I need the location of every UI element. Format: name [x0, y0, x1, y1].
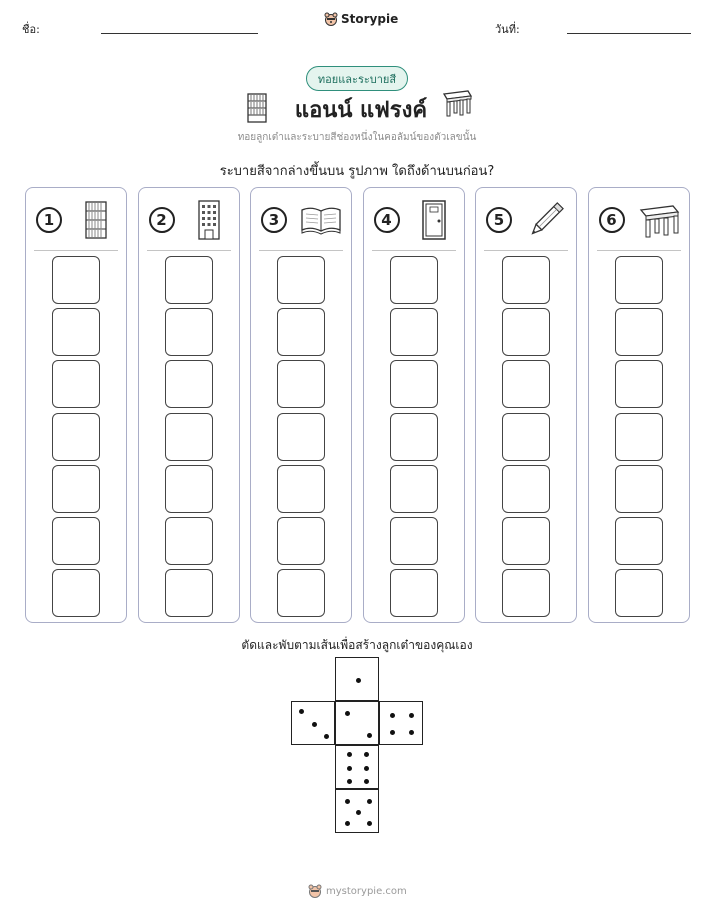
die-pip — [345, 799, 350, 804]
storypie-mascot-icon — [308, 884, 322, 898]
pencil-icon — [524, 198, 568, 242]
name-line[interactable] — [101, 33, 258, 34]
die-face-5 — [335, 789, 379, 833]
activity-tag: ทอยและระบายสี — [306, 66, 408, 91]
die-pip — [345, 711, 350, 716]
die-pip — [345, 821, 350, 826]
brand-name: Storypie — [341, 12, 399, 26]
color-cell[interactable] — [165, 308, 213, 356]
color-cell[interactable] — [502, 360, 550, 408]
color-cell[interactable] — [52, 360, 100, 408]
die-pip — [364, 766, 369, 771]
die-face-4 — [379, 701, 423, 745]
column-1 — [25, 187, 127, 623]
column-5 — [475, 187, 577, 623]
column-number: 3 — [261, 207, 287, 233]
question: ระบายสีจากล่างขึ้นบน รูปภาพ ใดถึงด้านบนก่อน? — [219, 164, 495, 179]
color-cell[interactable] — [502, 569, 550, 617]
color-cell[interactable] — [165, 517, 213, 565]
color-cell[interactable] — [52, 256, 100, 304]
color-cell[interactable] — [390, 465, 438, 513]
color-cell[interactable] — [165, 360, 213, 408]
color-cell[interactable] — [390, 360, 438, 408]
color-cell[interactable] — [165, 465, 213, 513]
column-6 — [588, 187, 690, 623]
color-cell[interactable] — [165, 569, 213, 617]
color-cell[interactable] — [502, 413, 550, 461]
column-number: 4 — [374, 207, 400, 233]
color-cell[interactable] — [615, 256, 663, 304]
column-divider — [34, 250, 118, 251]
column-number: 6 — [599, 207, 625, 233]
color-cell[interactable] — [615, 465, 663, 513]
footer-url: mystorypie.com — [326, 885, 407, 897]
column-header — [139, 188, 239, 250]
die-pip — [390, 730, 395, 735]
date-label: วันที่: — [495, 23, 520, 36]
bookshelf-icon — [74, 198, 118, 242]
column-divider — [597, 250, 681, 251]
color-cell[interactable] — [390, 413, 438, 461]
subtitle: ทอยลูกเต๋าและระบายสีช่องหนึ่งในคอลัมน์ของตัวเลขนั้น — [237, 132, 477, 143]
color-cell[interactable] — [277, 413, 325, 461]
bookshelf-icon — [246, 93, 268, 123]
column-number: 2 — [149, 207, 175, 233]
color-cell[interactable] — [52, 465, 100, 513]
color-cell[interactable] — [165, 413, 213, 461]
name-label: ชื่อ: — [22, 23, 40, 36]
color-cell[interactable] — [615, 517, 663, 565]
color-cell[interactable] — [502, 308, 550, 356]
color-cell[interactable] — [615, 308, 663, 356]
die-pip — [390, 713, 395, 718]
die-face-6 — [335, 745, 379, 789]
color-cell[interactable] — [390, 517, 438, 565]
die-pip — [312, 722, 317, 727]
die-pip — [347, 766, 352, 771]
color-cell[interactable] — [52, 413, 100, 461]
die-pip — [364, 752, 369, 757]
die-pip — [324, 734, 329, 739]
stool-icon — [637, 198, 681, 242]
column-divider — [259, 250, 343, 251]
color-cell[interactable] — [52, 308, 100, 356]
color-cell[interactable] — [615, 569, 663, 617]
die-pip — [409, 713, 414, 718]
die-face-1 — [335, 657, 379, 701]
column-divider — [372, 250, 456, 251]
color-cell[interactable] — [52, 569, 100, 617]
column-3 — [250, 187, 352, 623]
stool-icon — [441, 90, 473, 120]
color-cell[interactable] — [502, 256, 550, 304]
date-line[interactable] — [567, 33, 691, 34]
color-cell[interactable] — [390, 569, 438, 617]
die-pip — [356, 810, 361, 815]
color-cell[interactable] — [277, 308, 325, 356]
door-icon — [412, 198, 456, 242]
die-pip — [347, 752, 352, 757]
die-pip — [364, 779, 369, 784]
die-pip — [356, 678, 361, 683]
color-cell[interactable] — [502, 517, 550, 565]
die-pip — [367, 733, 372, 738]
column-2 — [138, 187, 240, 623]
storypie-mascot-icon — [324, 12, 338, 26]
building-icon — [187, 198, 231, 242]
column-divider — [147, 250, 231, 251]
column-header — [364, 188, 464, 250]
footer — [308, 884, 407, 898]
die-face-2 — [335, 701, 379, 745]
column-header — [26, 188, 126, 250]
column-4 — [363, 187, 465, 623]
die-pip — [299, 709, 304, 714]
column-divider — [484, 250, 568, 251]
color-cell[interactable] — [277, 465, 325, 513]
die-pip — [409, 730, 414, 735]
color-cell[interactable] — [277, 569, 325, 617]
color-cell[interactable] — [502, 465, 550, 513]
brand-logo — [324, 12, 398, 26]
color-cell[interactable] — [390, 308, 438, 356]
color-cell[interactable] — [52, 517, 100, 565]
column-header — [251, 188, 351, 250]
page-title: แอนน์ แฟรงค์ — [294, 98, 428, 123]
cut-instruction: ตัดและพับตามเส้นเพื่อสร้างลูกเต๋าของคุณเอง — [241, 638, 473, 652]
column-number: 1 — [36, 207, 62, 233]
color-cell[interactable] — [615, 413, 663, 461]
open-book-icon — [299, 198, 343, 242]
die-pip — [367, 821, 372, 826]
column-header — [589, 188, 689, 250]
die-face-3 — [291, 701, 335, 745]
color-cell[interactable] — [165, 256, 213, 304]
color-cell[interactable] — [277, 256, 325, 304]
column-number: 5 — [486, 207, 512, 233]
color-cell[interactable] — [390, 256, 438, 304]
color-cell[interactable] — [615, 360, 663, 408]
die-pip — [347, 779, 352, 784]
color-cell[interactable] — [277, 517, 325, 565]
column-header — [476, 188, 576, 250]
color-cell[interactable] — [277, 360, 325, 408]
die-pip — [367, 799, 372, 804]
